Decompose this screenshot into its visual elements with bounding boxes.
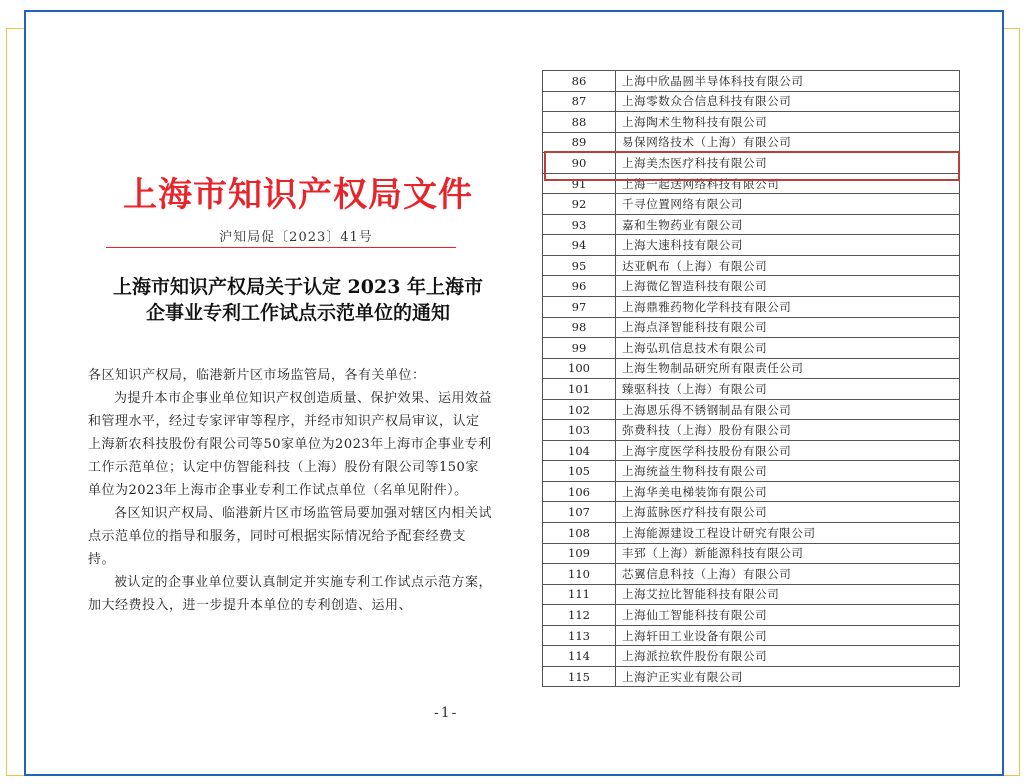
table-row — [543, 235, 960, 256]
paragraph-3: 被认定的企事业单位要认真制定并实施专利工作试点示范方案，加大经费投入，进一步提升本单位的专利创造、运用、 — [88, 575, 493, 613]
table-row — [543, 338, 960, 359]
company-name: 芯翼信息科技（上海）有限公司 — [616, 564, 960, 585]
row-number: 96 — [543, 276, 616, 297]
paragraph-1: 为提升本市企事业单位知识产权创造质量、保护效果、运用效益和管理水平，经过专家评审等程序，并经市知识产权局审议，认定上海新农科技股份有限公司等50家单位为2023年上海市企事业专利工作示范单位；认定中仿智能科技（上海）股份有限公司等150家单位为2023年上海市企事业专利工作试点单位（名单见附件）。 — [88, 391, 493, 498]
table-row — [543, 317, 960, 338]
company-name: 上海弘玑信息技术有限公司 — [616, 338, 960, 359]
paragraph-2: 各区知识产权局、临港新片区市场监管局要加强对辖区内相关试点示范单位的指导和服务，同时可根据实际情况给予配套经费支持。 — [88, 506, 493, 567]
company-name: 上海统益生物科技有限公司 — [616, 461, 960, 482]
row-number: 109 — [543, 543, 616, 564]
company-name: 上海轩田工业设备有限公司 — [616, 625, 960, 646]
company-name: 上海华美电梯装饰有限公司 — [616, 481, 960, 502]
company-name: 上海恩乐得不锈钢制品有限公司 — [616, 399, 960, 420]
company-name: 上海仙工智能科技有限公司 — [616, 605, 960, 626]
row-number: 86 — [543, 71, 616, 92]
row-number: 102 — [543, 399, 616, 420]
table-row — [543, 132, 960, 153]
company-name: 上海点泽智能科技有限公司 — [616, 317, 960, 338]
row-number: 90 — [543, 153, 616, 174]
table-row — [543, 399, 960, 420]
row-number: 111 — [543, 584, 616, 605]
notice-page — [26, 12, 556, 774]
company-name: 上海零数众合信息科技有限公司 — [616, 91, 960, 112]
salutation: 各区知识产权局，临港新片区市场监管局，各有关单位： — [88, 368, 426, 383]
row-number: 104 — [543, 440, 616, 461]
row-number: 113 — [543, 625, 616, 646]
row-number: 92 — [543, 194, 616, 215]
table-row — [543, 543, 960, 564]
row-number: 101 — [543, 379, 616, 400]
table-row — [543, 71, 960, 92]
table-row — [543, 666, 960, 687]
row-number: 93 — [543, 214, 616, 235]
notice-title-line-1: 上海市知识产权局关于认定 2023 年上海市 — [112, 276, 484, 298]
table-row — [543, 523, 960, 544]
company-name: 上海蓝脉医疗科技有限公司 — [616, 502, 960, 523]
highlighted-row-box — [544, 151, 960, 181]
row-number: 91 — [543, 173, 616, 194]
notice-body — [88, 364, 492, 617]
row-number: 97 — [543, 297, 616, 318]
document-header-title: 上海市知识产权局文件 — [123, 175, 473, 215]
document-number: 沪知局促〔2023〕41号 — [219, 230, 373, 245]
row-number: 107 — [543, 502, 616, 523]
row-number: 95 — [543, 255, 616, 276]
table-row — [543, 214, 960, 235]
table-row — [543, 358, 960, 379]
company-name: 上海宇度医学科技股份有限公司 — [616, 440, 960, 461]
row-number: 115 — [543, 666, 616, 687]
company-name: 上海中欣晶圆半导体科技有限公司 — [616, 71, 960, 92]
row-number: 99 — [543, 338, 616, 359]
row-number: 110 — [543, 564, 616, 585]
red-divider-line — [106, 247, 456, 248]
company-name: 上海美杰医疗科技有限公司 — [616, 153, 960, 174]
notice-title-line-2: 企事业专利工作试点示范单位的通知 — [145, 302, 450, 324]
company-name: 丰郅（上海）新能源科技有限公司 — [616, 543, 960, 564]
row-number: 105 — [543, 461, 616, 482]
table-row — [543, 297, 960, 318]
row-number: 106 — [543, 481, 616, 502]
table-row — [543, 502, 960, 523]
table-row — [543, 276, 960, 297]
company-name: 臻驱科技（上海）有限公司 — [616, 379, 960, 400]
page-number: -1- — [434, 705, 459, 721]
row-number: 114 — [543, 646, 616, 667]
row-number: 112 — [543, 605, 616, 626]
row-number: 94 — [543, 235, 616, 256]
table-row — [543, 255, 960, 276]
row-number: 98 — [543, 317, 616, 338]
table-row — [543, 112, 960, 133]
company-name: 上海沪正实业有限公司 — [616, 666, 960, 687]
company-name: 千寻位置网络有限公司 — [616, 194, 960, 215]
company-name: 弥费科技（上海）股份有限公司 — [616, 420, 960, 441]
table-row — [543, 605, 960, 626]
row-number: 103 — [543, 420, 616, 441]
table-row — [543, 440, 960, 461]
company-name: 上海艾拉比智能科技有限公司 — [616, 584, 960, 605]
company-name: 易保网络技术（上海）有限公司 — [616, 132, 960, 153]
row-number: 87 — [543, 91, 616, 112]
table-row — [543, 194, 960, 215]
table-row — [543, 584, 960, 605]
row-number: 89 — [543, 132, 616, 153]
company-name: 上海陶术生物科技有限公司 — [616, 112, 960, 133]
company-name: 上海能源建设工程设计研究有限公司 — [616, 523, 960, 544]
row-number: 108 — [543, 523, 616, 544]
table-row — [543, 379, 960, 400]
row-number: 100 — [543, 358, 616, 379]
company-name: 上海生物制品研究所有限责任公司 — [616, 358, 960, 379]
row-number: 88 — [543, 112, 616, 133]
company-name: 上海鼎雅药物化学科技有限公司 — [616, 297, 960, 318]
company-name: 嘉和生物药业有限公司 — [616, 214, 960, 235]
company-name: 达亚帆布（上海）有限公司 — [616, 255, 960, 276]
document-frame — [24, 10, 1004, 776]
company-name: 上海派拉软件股份有限公司 — [616, 646, 960, 667]
company-name: 上海一起送网络科技有限公司 — [616, 173, 960, 194]
company-name: 上海微亿智造科技有限公司 — [616, 276, 960, 297]
table-row — [543, 91, 960, 112]
table-row — [543, 625, 960, 646]
notice-title — [78, 274, 518, 326]
table-row — [543, 481, 960, 502]
table-row — [543, 420, 960, 441]
table-row — [543, 646, 960, 667]
table-row — [543, 564, 960, 585]
table-row — [543, 461, 960, 482]
company-name: 上海大速科技有限公司 — [616, 235, 960, 256]
